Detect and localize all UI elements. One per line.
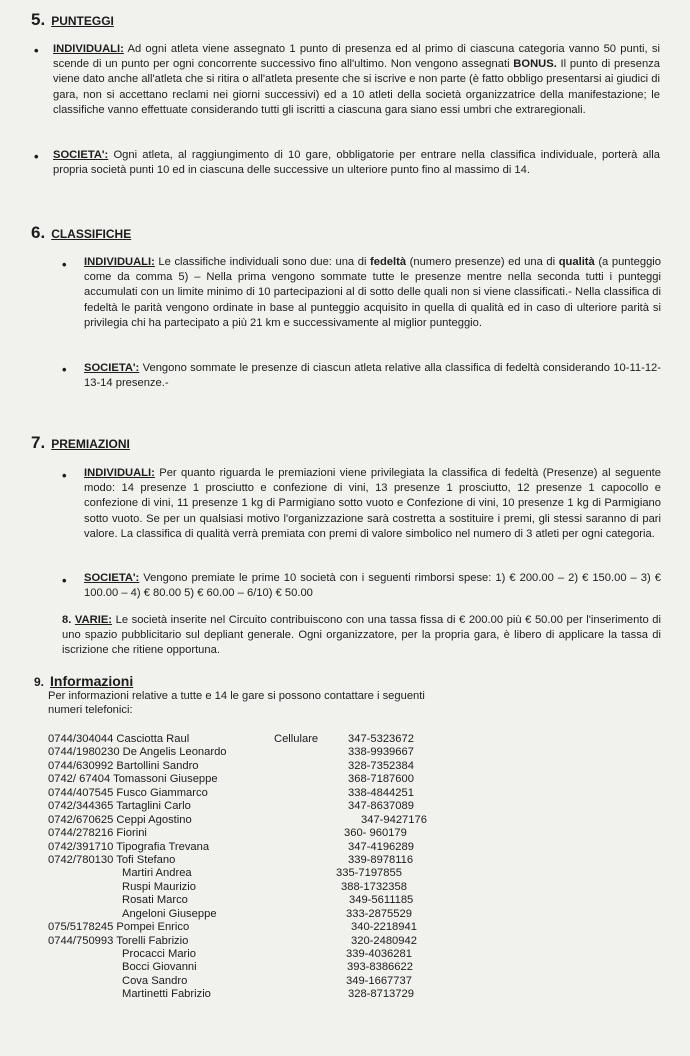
- contact-name: 0744/630992 Bartollini Sandro: [48, 759, 199, 772]
- societa-label: SOCIETA':: [84, 362, 140, 374]
- section-8-paragraph: [62, 613, 661, 659]
- individuali-text: Per quanto riguarda le premiazioni viene privilegiata la classifica di fedeltà (Presenze) al seguente modo: 14 presenze 1 prosciutto e confezione di vini, 13 presenze 1 prosciutto, 12 presenze 1 capocollo e confezione di vini, 11 presenze 1 kg di Parmigiano sotto vuoto e Confezione di vini, 10 presenze 1 kg di Parmigiano sotto vuoto. Se per un qualsiasi motivo l'organizzazione sarà costretta a sostituire i premi, gli stessi saranno di pari valore. La classifica di qualità verrà premiata con premi di valore simbolico nel numero di 3 atleti per ogni categoria.: [84, 467, 661, 540]
- individuali-label: INDIVIDUALI:: [84, 256, 155, 268]
- varie-label: VARIE:: [74, 614, 113, 626]
- section-7-number: 7.: [31, 433, 46, 452]
- bullet-icon: •: [62, 257, 67, 272]
- section-9-title: Informazioni: [50, 673, 134, 689]
- contact-cell: 338-9939667: [348, 746, 414, 759]
- societa-label: SOCIETA':: [53, 149, 109, 161]
- contact-row: [48, 948, 468, 961]
- contact-row: [48, 760, 468, 773]
- section-8-number: 8.: [62, 614, 72, 626]
- section-6-individuali-paragraph: [84, 255, 661, 331]
- contact-row: [48, 894, 468, 907]
- contact-name: 0744/1980230 De Angelis Leonardo: [48, 746, 227, 759]
- societa-text: Ogni atleta, al raggiungimento di 10 gare, obbligatorie per entrare nella classifica individuale, porterà alla propria società punti 10 ed in ciascuna delle successive un ulteriore punto fino al massimo di 14.: [53, 149, 660, 177]
- individuali-text-b: (numero presenze) ed una di: [406, 256, 559, 268]
- contact-name: Martinetti Fabrizio: [122, 988, 211, 1001]
- varie-text: Le società inserite nel Circuito contribuiscono con una tassa fissa di € 200.00 più € 50.00 per l'inserimento di uno spazio pubblicitario sul depliant generale. Ogni organizzatore, per la propria gara, è libero di applicare la tassa di iscrizione che ritiene opportuna.: [62, 614, 661, 657]
- bullet-icon: •: [34, 149, 39, 164]
- contact-cell: 340-2218941: [351, 921, 417, 934]
- contact-row: [48, 867, 468, 880]
- individuali-label: INDIVIDUALI:: [53, 43, 124, 55]
- fedelta-label: fedeltà: [370, 256, 407, 268]
- section-7-heading: [31, 434, 130, 453]
- bonus-label: BONUS.: [513, 58, 557, 71]
- individuali-label: INDIVIDUALI:: [84, 467, 155, 479]
- contact-cell: 347-9427176: [361, 813, 427, 826]
- societa-text: Vengono sommate le presenze di ciascun atleta relative alla classifica di fedeltà considerando 10-11-12-13-14 presenze.-: [84, 362, 661, 390]
- section-5-title: PUNTEGGI: [51, 14, 114, 28]
- contact-cell: 349-1667737: [346, 974, 412, 987]
- contact-cell: 333-2875529: [346, 907, 412, 920]
- contact-row: [48, 988, 468, 1001]
- contact-name: 0742/670625 Ceppi Agostino: [48, 813, 192, 826]
- contact-cell: 347-8637089: [348, 800, 414, 813]
- contact-name: 0742/391710 Tipografia Trevana: [48, 840, 210, 853]
- contact-row: [48, 975, 468, 988]
- contact-name: 0744/304044 Casciotta Raul: [48, 733, 190, 745]
- contact-name: 0744/407545 Fusco Giammarco: [48, 786, 208, 799]
- individuali-text-b: Il punto di presenza viene dato anche all'atleta che si ritira o all'atleta presente che si iscrive e non parte (è fatto obbligo presentarsi ai giudici di gara, non si accettano reclami nei giorni successivi) ed a 10 atleti della società organizzatrice della manifestazione; le classifiche vanno effettuate considerando tutti gli iscritti a ciascuna gara siano essi umbri che extraregionali.: [53, 58, 660, 116]
- contact-row: [48, 814, 468, 827]
- contact-row: [48, 746, 468, 759]
- section-5-heading: [31, 11, 114, 30]
- cellulare-label: Cellulare: [274, 733, 319, 745]
- contact-cell: 320-2480942: [351, 934, 417, 947]
- bullet-icon: •: [62, 362, 67, 377]
- contact-row: [48, 921, 468, 934]
- individuali-text-c: (a punteggio come da comma 5) – Nella prima vengono sommate tutte le presenze mentre nella seconda tutti i punteggi accumulati con un limite minimo di 10 partecipazioni al di sotto delle quali non si viene classificati.- Nella classifica di fedeltà le parità vengono ordinate in base al punteggio acquisito in quella di qualità ed in caso di ulteriore parità si privilegia chi ha partecipato a più 21 km e successivamente al miglior punteggio.: [84, 256, 661, 329]
- bullet-icon: •: [62, 573, 67, 588]
- contact-row: [48, 787, 468, 800]
- bullet-icon: •: [34, 43, 39, 58]
- contact-name: 075/5178245 Pompei Enrico: [48, 921, 190, 934]
- contact-cell: 339-8978116: [348, 853, 414, 866]
- contact-row: [48, 841, 468, 854]
- section-6-title: CLASSIFICHE: [51, 227, 132, 241]
- contact-cell: 339-4036281: [346, 948, 412, 960]
- contact-cell: 338-4844251: [348, 786, 414, 799]
- contact-name: Cova Sandro: [122, 974, 188, 987]
- contact-name: Ruspi Maurizio: [122, 880, 196, 893]
- section-7-title: PREMIAZIONI: [51, 437, 130, 451]
- contact-cell: 328-8713729: [348, 988, 414, 1001]
- contact-row: [48, 908, 468, 921]
- societa-label: SOCIETA':: [84, 572, 140, 584]
- contact-row: [48, 961, 468, 974]
- contact-row: [48, 827, 468, 840]
- contact-row: [48, 935, 468, 948]
- contact-name: 0742/344365 Tartaglini Carlo: [48, 800, 191, 813]
- individuali-text-a: Ad ogni atleta viene assegnato 1 punto di presenza ed al primo di ciascuna categoria vanno 50 punti, si scende di un punto per ogni concorrente successivo fino all'ultimo. Non vengono assegnati: [53, 43, 660, 71]
- contact-name: 0742/ 67404 Tomassoni Giuseppe: [48, 773, 218, 786]
- contact-name: Procacci Mario: [122, 948, 196, 960]
- contact-cell: 393-8386622: [347, 961, 413, 974]
- qualita-label: qualità: [558, 256, 595, 268]
- contact-cell: 368-7187600: [348, 773, 414, 786]
- contact-name: 0744/278216 Fiorini: [48, 827, 147, 840]
- section-7-societa-paragraph: [84, 571, 661, 601]
- contact-row: [48, 881, 468, 894]
- contact-cell: 335-7197855: [336, 867, 402, 880]
- contact-row: [48, 773, 468, 786]
- section-6-number: 6.: [31, 223, 46, 242]
- contact-name: 0742/780130 Tofi Stefano: [48, 853, 176, 866]
- societa-text: Vengono premiate le prime 10 società con i seguenti rimborsi spese: 1) € 200.00 – 2) € 150.00 – 3) € 100.00 – 4) € 80.00 5) € 60.00 – 6/10) € 50.00: [84, 572, 661, 600]
- bullet-icon: •: [62, 468, 67, 483]
- section-9-intro: Per informazioni relative a tutte e 14 le gare si possono contattare i seguenti numeri telefonici:: [48, 690, 425, 716]
- section-5-number: 5.: [31, 10, 46, 29]
- section-5-societa-paragraph: [53, 148, 660, 178]
- section-7-individuali-paragraph: [84, 466, 661, 542]
- contact-row: [48, 800, 468, 813]
- contacts-list: [48, 733, 468, 1002]
- section-6-heading: [31, 224, 131, 243]
- contact-row: [48, 733, 468, 746]
- contact-cell: 328-7352384: [348, 759, 414, 772]
- contact-row: [48, 854, 468, 867]
- section-5-individuali-paragraph: [53, 42, 660, 118]
- section-9-number: 9.: [34, 675, 45, 689]
- contact-cell: 388-1732358: [341, 880, 407, 893]
- contact-cell: 347-5323672: [348, 733, 414, 745]
- contact-name: Bocci Giovanni: [122, 961, 197, 974]
- individuali-text-a: Le classifiche individuali sono due: una di: [154, 256, 370, 268]
- contact-name: 0744/750993 Torelli Fabrizio: [48, 934, 189, 947]
- contact-name: Rosati Marco: [122, 894, 188, 907]
- section-6-societa-paragraph: [84, 361, 661, 391]
- contact-cell: 347-4196289: [348, 840, 414, 853]
- contact-cell: 349-5611185: [349, 894, 414, 907]
- contact-name: Martiri Andrea: [122, 867, 192, 880]
- contact-cell: 360- 960179: [344, 827, 407, 840]
- contact-name: Angeloni Giuseppe: [122, 907, 217, 920]
